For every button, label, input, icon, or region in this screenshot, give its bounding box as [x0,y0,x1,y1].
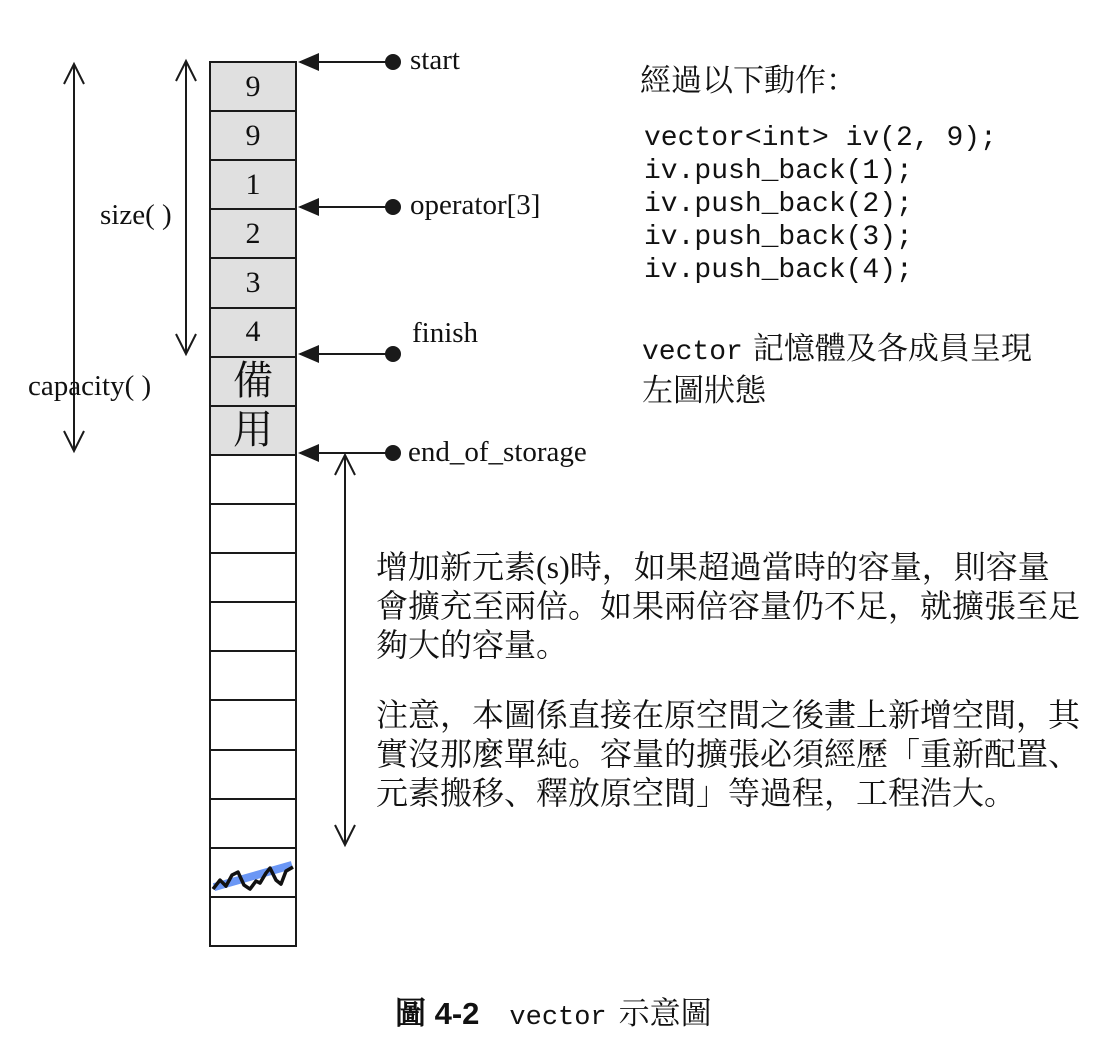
paragraph-line: 實沒那麼單純。容量的擴張必須經歷「重新配置、 [376,736,1081,772]
state-line: 左圖狀態 [642,373,766,408]
memory-cell [211,161,295,210]
memory-cell-empty [211,751,295,800]
paragraph-line: 會擴充至兩倍。如果兩倍容量仍不足，就擴張至足 [376,588,1081,624]
end-of-storage-label: end_of_storage [408,436,587,468]
state-line [642,330,1032,372]
memory-cell [211,259,295,308]
cell-value: 2 [245,216,261,250]
operator3-label: operator[3] [410,189,541,221]
break-squiggle-icon [211,849,295,896]
memory-cell-empty [211,505,295,554]
note-paragraph [376,696,1080,813]
caption-vector-word: vector [509,1003,607,1033]
memory-cell-break [211,849,295,898]
finish-pointer-arrow [298,345,401,363]
end-of-storage-pointer-arrow [298,444,401,462]
finish-label: finish [412,317,479,349]
size-label: size( ) [100,199,172,231]
start-pointer-arrow [298,53,401,71]
capacity-label: capacity( ) [28,370,152,402]
new-space-extent-arrow [335,455,355,845]
memory-cell [211,63,295,112]
code-line: vector<int> iv(2, 9); [644,123,997,154]
vector-keyword: vector [642,337,743,368]
start-label: start [410,44,460,76]
memory-cell-empty [211,800,295,849]
memory-cell-empty [211,603,295,652]
figure-caption [395,988,712,1033]
cell-value: 3 [245,265,261,299]
growth-paragraph [376,548,1080,665]
code-line: iv.push_back(4); [644,255,913,286]
memory-cell-empty [211,456,295,505]
figure-number: 圖 4-2 [395,996,480,1031]
operator3-pointer-arrow [298,198,401,216]
state-description [642,330,1032,410]
paragraph-line: 增加新元素(s)時，如果超過當時的容量，則容量 [376,549,1050,585]
code-block [644,122,997,287]
code-line: iv.push_back(2); [644,189,913,220]
memory-cell-empty [211,652,295,701]
memory-cell-empty [211,554,295,603]
paragraph-line: 元素搬移、釋放原空間」等過程，工程浩大。 [376,775,1017,811]
paragraph-line: 注意，本圖係直接在原空間之後畫上新增空間，其 [376,697,1081,733]
memory-cell [211,210,295,259]
memory-cell [211,309,295,358]
memory-cell-spare [211,358,295,407]
paragraph-line: 夠大的容量。 [376,627,569,663]
cell-value: 備 [233,358,273,404]
state-line-text: 記憶體及各成員呈現 [752,331,1032,366]
memory-cell-empty [211,898,295,945]
cell-value: 9 [245,69,261,103]
code-line: iv.push_back(1); [644,156,913,187]
memory-cell [211,112,295,161]
vector-memory-column [209,61,297,947]
code-line: iv.push_back(3); [644,222,913,253]
actions-intro-text: 經過以下動作： [640,63,857,98]
cell-value: 用 [233,407,273,453]
size-extent-arrow [176,61,196,354]
memory-cell-spare [211,407,295,456]
memory-cell-empty [211,701,295,750]
cell-value: 9 [245,118,261,152]
cell-value: 4 [245,315,261,349]
cell-value: 1 [245,167,261,201]
caption-suffix: 示意圖 [618,996,712,1031]
